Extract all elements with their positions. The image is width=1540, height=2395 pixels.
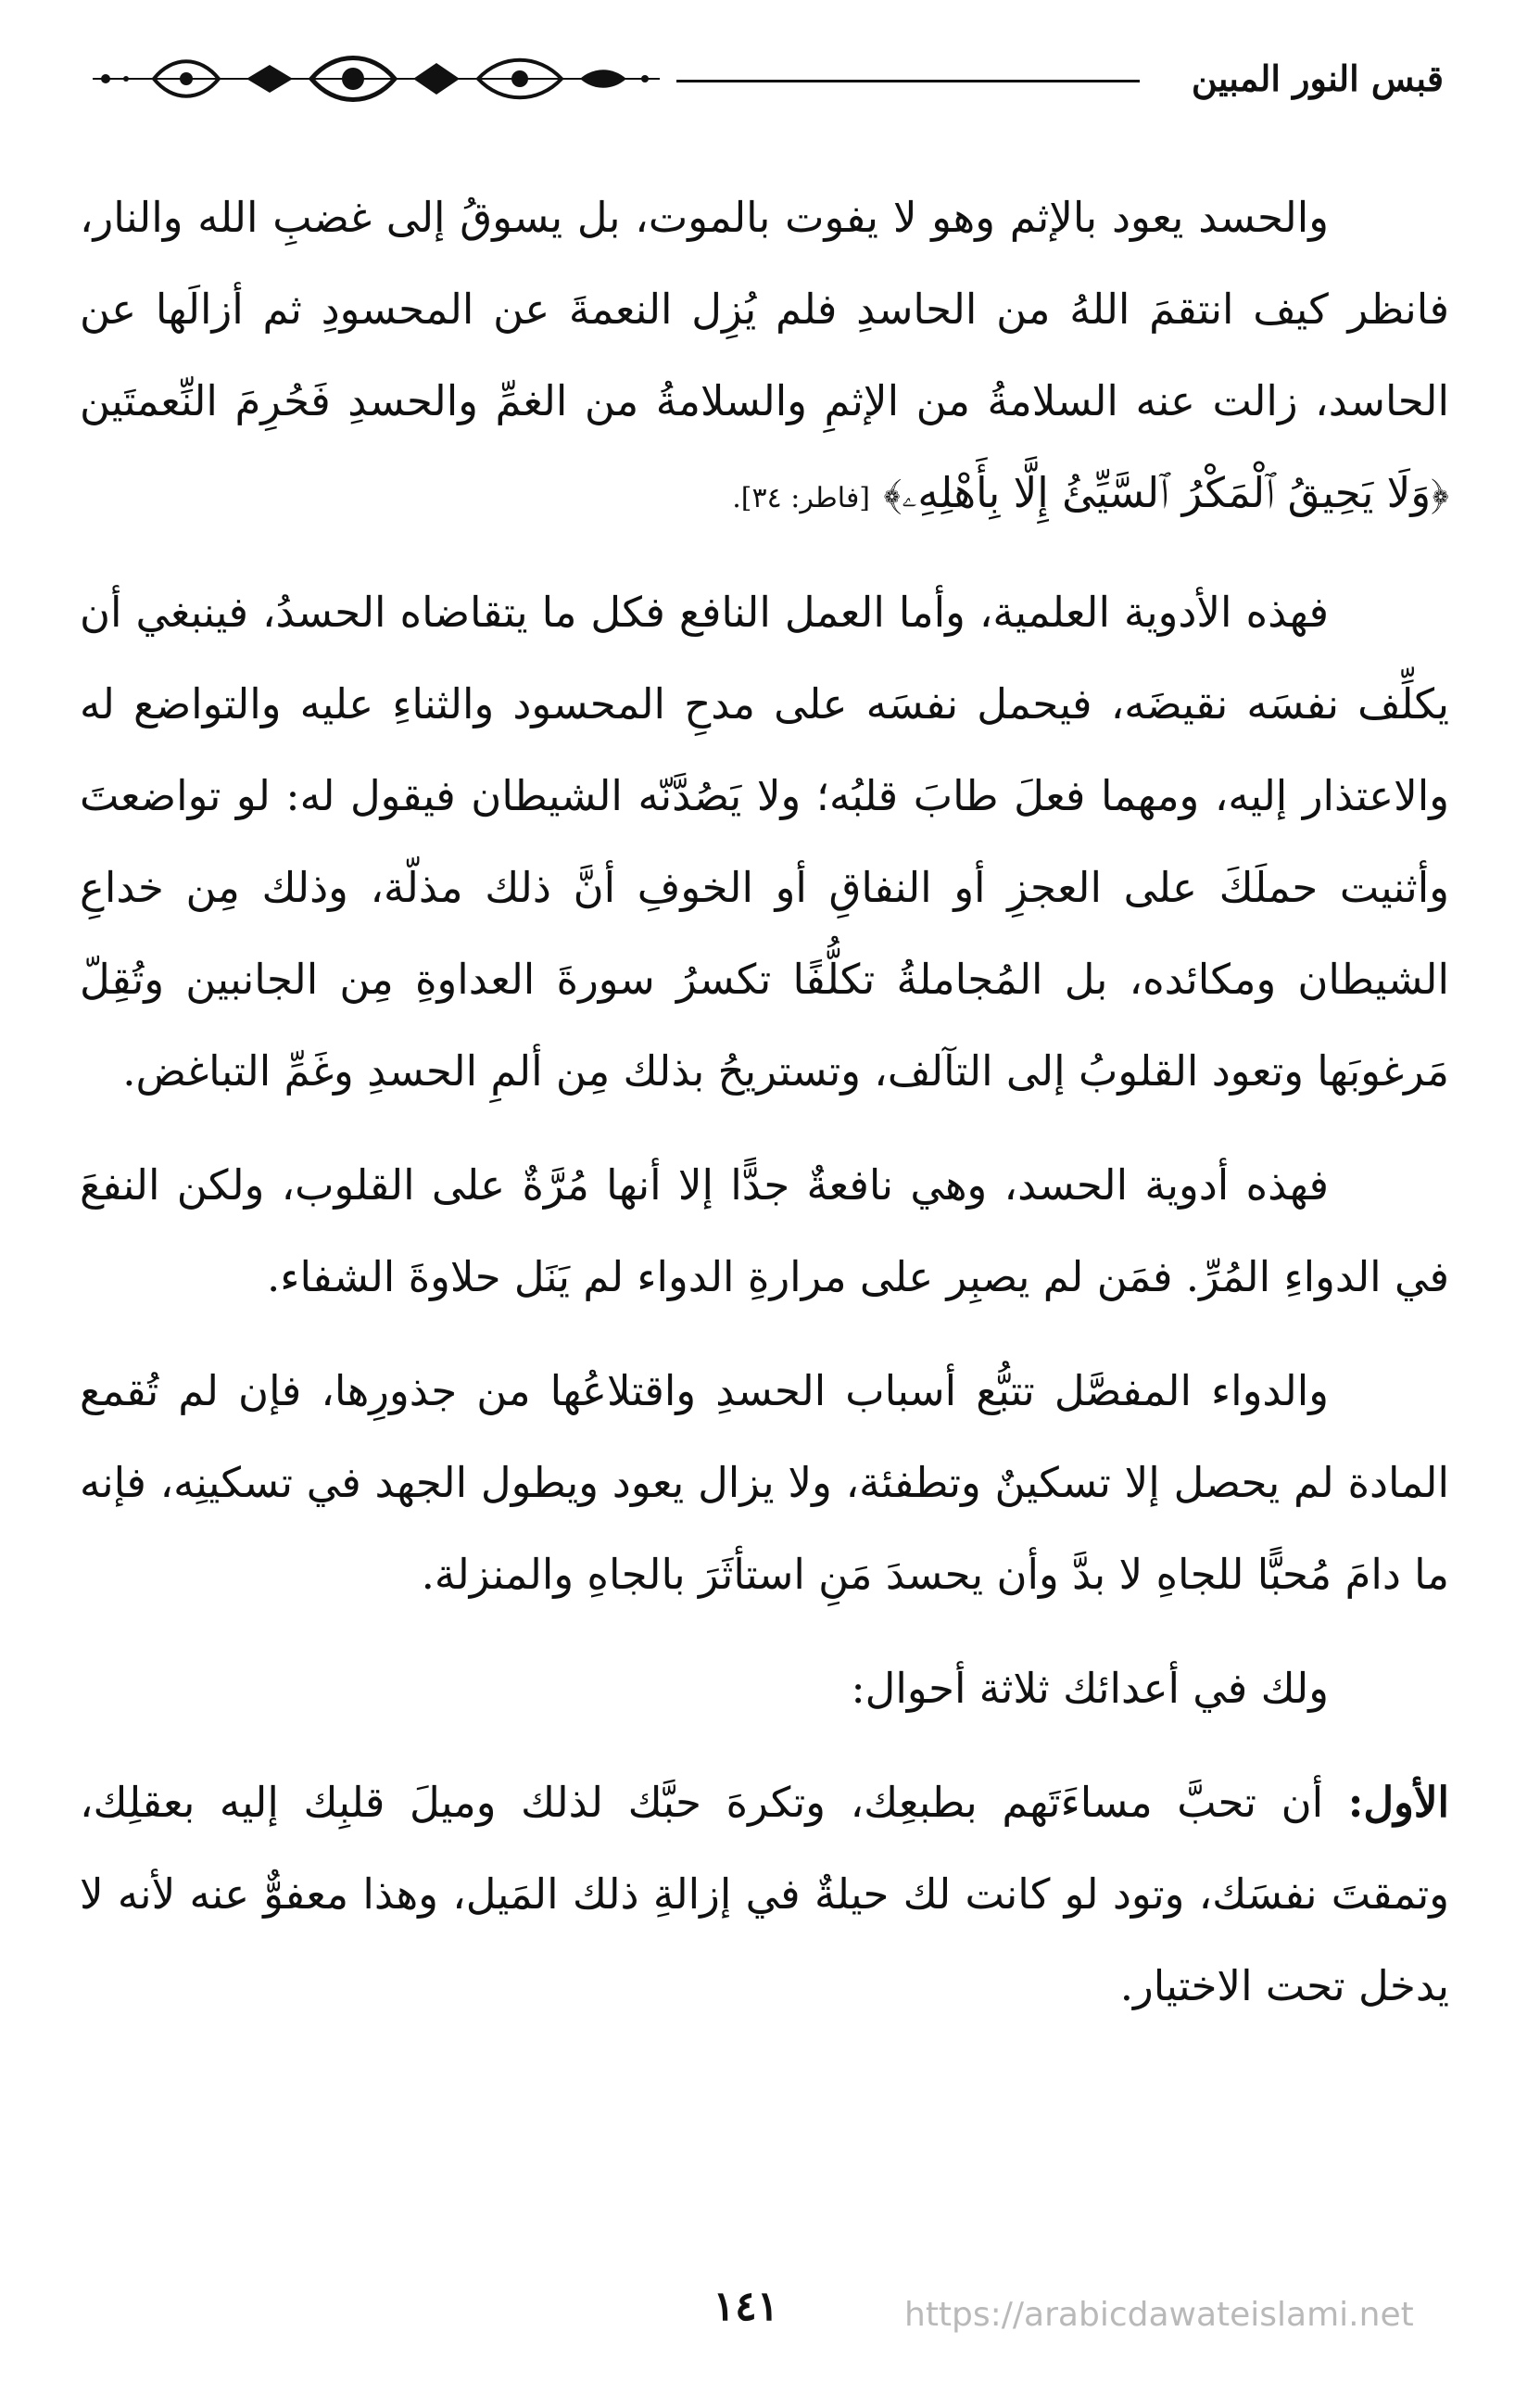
paragraph-lead: الأول: [1347, 1778, 1449, 1827]
running-head-title: قبس النور المبين [1191, 57, 1444, 99]
paragraph-text: أن تحبَّ مساءَتَهم بطبعِك، وتكرهَ حبَّك لذلك وميلَ قلبِك إليه بعقلِك، وتمقتَ نفسَك، وتود لو كانت لك حيلةٌ في إزالةِ ذلك المَيل، وهذا معفوٌّ عنه لأنه لا يدخل تحت الاختيار. [80, 1778, 1449, 2010]
paragraph [80, 566, 1449, 1117]
paragraph [80, 1642, 1449, 1734]
watermark-url: https://arabicdawateislami.net [904, 2296, 1414, 2334]
body-text [80, 171, 1449, 2054]
page-number: ١٤١ [713, 2283, 779, 2330]
paragraph-text: ولك في أعدائك ثلاثة أحوال: [851, 1664, 1329, 1713]
paragraph [80, 1139, 1449, 1323]
paragraph [80, 171, 1449, 544]
paragraph-text: والدواء المفصَّل تتبُّع أسباب الحسدِ واقتلاعُها من جذورِها، فإن لم تُقمع المادة لم يحصل إلا تسكينٌ وتطفئة، ولا يزال يعود ويطول الجهد في تسكينِه، فإنه ما دامَ مُحبًّا للجاهِ لا بدَّ وأن يحسدَ مَنِ استأثَرَ بالجاهِ والمنزلة. [80, 1366, 1449, 1599]
paragraph [80, 1756, 1449, 2032]
paragraph-text: فهذه أدوية الحسد، وهي نافعةٌ جدًّا إلا أنها مُرَّةٌ على القلوب، ولكن النفعَ في الدواءِ المُرِّ. فمَن لم يصبِر على مرارةِ الدواء لم يَنَل حلاوةَ الشفاء. [80, 1160, 1449, 1301]
header-rule [676, 80, 1140, 82]
header-ornament [89, 46, 663, 111]
paragraph-text: فهذه الأدوية العلمية، وأما العمل النافع فكل ما يتقاضاه الحسدُ، فينبغي أن يكلِّف نفسَه نقيضَه، فيحمل نفسَه على مدحِ المحسود والثناءِ عليه والتواضع له والاعتذار إليه، ومهما فعلَ طابَ قلبُه؛ ولا يَصُدَّنّه الشيطان فيقول له: لو تواضعتَ وأثنيت حملَكَ على العجزِ أو النفاقِ أو الخوفِ أنَّ ذلك مذلّة، وذلك مِن خداعِ الشيطان ومكائده، بل المُجاملةُ تكلُّفًا تكسرُ سورةَ العداوةِ مِن الجانبين وتُقِلّ مَرغوبَها وتعود القلوبُ إلى التآلف، وتستريحُ بذلك مِن ألمِ الحسدِ وغَمِّ التباغض. [80, 588, 1449, 1096]
paragraph [80, 1345, 1449, 1620]
quran-reference: [فاطر: ٣٤]. [732, 482, 870, 514]
paragraph-text: والحسد يعود بالإثم وهو لا يفوت بالموت، بل يسوقُ إلى غضبِ الله والنار، فانظر كيف انتقمَ اللهُ من الحاسدِ فلم يُزِل النعمةَ عن المحسودِ ثم أزالَها عن الحاسد، زالت عنه السلامةُ من الإثمِ والسلامةُ من الغمِّ والحسدِ فَحُرِمَ النِّعمتَين ﴿وَلَا يَحِيقُ ٱلْمَكْرُ ٱلسَّيِّئُ إِلَّا بِأَهْلِهِۦ﴾ [80, 193, 1449, 517]
